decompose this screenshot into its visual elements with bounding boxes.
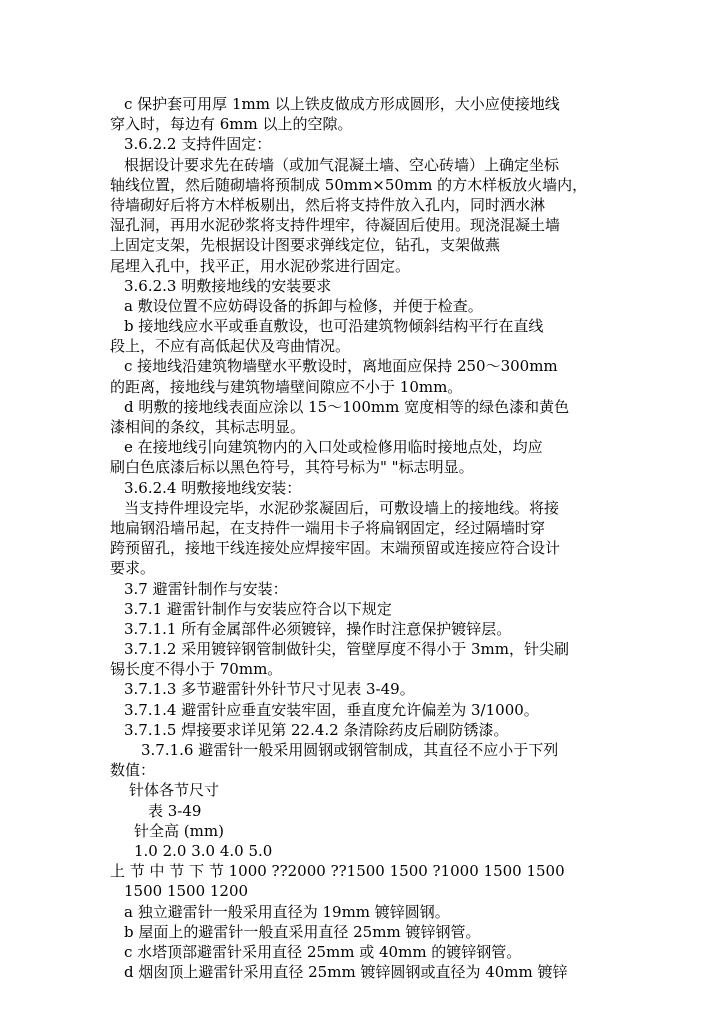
text-line: 刷白色底漆后标以黑色符号，其符号标为" "标志明显。 <box>110 458 474 477</box>
text-line: b 接地线应水平或垂直敷设，也可沿建筑物倾斜结构平行在直线 <box>124 317 544 336</box>
text-line: e 在接地线引向建筑物内的入口处或检修用临时接地点处，均应 <box>124 438 543 457</box>
text-line: 3.7.1.5 焊接要求详见第 22.4.2 条清除药皮后刷防锈漆。 <box>124 720 509 739</box>
text-line: 穿入时，每边有 6mm 以上的空隙。 <box>110 115 353 134</box>
text-line: 根据设计要求先在砖墙（或加气混凝土墙、空心砖墙）上确定坐标 <box>124 155 560 174</box>
text-line: 尾埋入孔中，找平正，用水泥砂浆进行固定。 <box>110 256 411 275</box>
table-number: 表 3-49 <box>148 801 202 820</box>
text-line: a 独立避雷针一般采用直径为 19mm 镀锌圆钢。 <box>124 902 450 921</box>
text-line: 待墙砌好后将方木样板剔出，然后将支持件放入孔内，同时洒水淋 <box>110 195 546 214</box>
document-body <box>110 94 620 982</box>
text-line: c 保护套可用厚 1mm 以上铁皮做成方形成圆形，大小应使接地线 <box>124 95 560 113</box>
text-line: a 敷设位置不应妨碍设备的拆卸与检修，并便于检查。 <box>124 296 483 315</box>
text-line: 3.7.1.2 采用镀锌钢管制做针尖，管壁厚度不得小于 3mm，针尖刷 <box>124 640 570 659</box>
table-row: 1.0 2.0 3.0 4.0 5.0 <box>134 841 273 860</box>
text-line: 地扁钢沿墙吊起，在支持件一端用卡子将扁钢固定，经过隔墙时穿 <box>110 518 546 537</box>
text-line: 的距离，接地线与建筑物墙壁间隙应不小于 10mm。 <box>110 377 463 396</box>
section-heading: 3.6.2.4 明敷接地线安装： <box>124 478 302 497</box>
text-line: c 接地线沿建筑物墙壁水平敷设时，离地面应保持 250～300mm <box>124 357 558 376</box>
text-line: 数值： <box>110 761 156 780</box>
text-line: 3.7.1.3 多节避雷针外针节尺寸见表 3-49。 <box>124 680 415 699</box>
text-line: 轴线位置，然后随砌墙将预制成 50mm×50mm 的方木样板放火墙内， <box>110 175 588 194</box>
section-heading: 3.6.2.2 支持件固定： <box>124 135 272 154</box>
text-line: 湿孔洞，再用水泥砂浆将支持件埋牢，待凝固后使用。现浇混凝土墙 <box>110 216 561 235</box>
text-line: c 水塔顶部避雷针采用直径 25mm 或 40mm 的镀锌钢管。 <box>124 942 522 961</box>
text-line: 锡长度不得小于 70mm。 <box>110 660 283 679</box>
section-heading: 3.6.2.3 明敷接地线的安装要求 <box>124 276 332 295</box>
table-header: 针全高 (mm) <box>134 821 224 840</box>
text-line: 跨预留孔，接地干线连接处应焊接牢固。末端预留或连接应符合设计 <box>110 539 561 558</box>
text-line: 3.7.1.6 避雷针一般采用圆钢或钢管制成，其直径不应小于下列 <box>141 741 559 759</box>
text-line: d 明敷的接地线表面应涂以 15～100mm 宽度相等的绿色漆和黄色 <box>124 397 570 416</box>
text-line: d 烟囱顶上避雷针采用直径 25mm 镀锌圆钢或直径为 40mm 镀锌 <box>124 963 568 982</box>
text-line: 3.7.1.1 所有金属部件必须镀锌，操作时注意保护镀锌层。 <box>124 619 512 638</box>
text-line: 上固定支架，先根据设计图要求弹线定位，钻孔，支架做燕 <box>110 236 501 255</box>
text-line: 3.7.1.4 避雷针应垂直安装牢固，垂直度允许偏差为 3/1000。 <box>124 700 539 719</box>
text-line: 要求。 <box>110 559 156 578</box>
text-line: 当支持件埋设完毕，水泥砂浆凝固后，可敷设墙上的接地线。将接 <box>124 498 560 517</box>
table-caption: 针体各节尺寸 <box>129 781 220 800</box>
text-line: b 屋面上的避雷针一般直采用直径 25mm 镀锌钢管。 <box>124 922 481 941</box>
section-heading: 3.7 避雷针制作与安装： <box>124 579 288 598</box>
table-row: 上 节 中 节 下 节 1000 ??2000 ??1500 1500 ?1000 1500 1500 <box>110 862 565 881</box>
section-heading: 3.7.1 避雷针制作与安装应符合以下规定 <box>124 599 392 618</box>
text-line: 漆相间的条纹，其标志明显。 <box>110 418 306 436</box>
text-line: 段上，不应有高低起伏及弯曲情况。 <box>110 337 351 356</box>
table-row: 1500 1500 1200 <box>124 882 249 901</box>
